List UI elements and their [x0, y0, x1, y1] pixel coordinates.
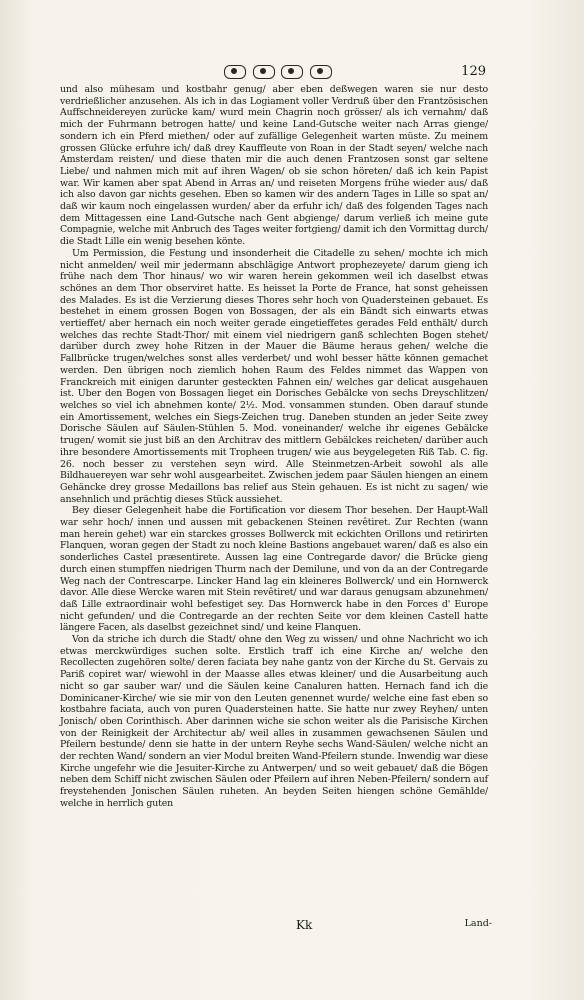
signature-mark: Kk — [296, 918, 313, 932]
ornament-flourish-icon — [281, 65, 303, 79]
paragraph: Um Permission, die Festung und insonderheit die Citadelle zu sehen/ mochte ich mich nicht anmelden/ weil mir jedermann abschlägige Antwort prophezeyete/ darum gieng ich frühe nach dem Thor hinaus/ wo wir waren herein gekommen weil ich daselbst etwas schönes an dem Thor observiret hatte. Es heisset la Porte de France, hat sonst geheissen des Malades. Es ist die Verzierung dieses Thores sehr hoch von Quadersteinen gebauet. Es bestehet in einem grossen Bogen von Bossagen, der als ein Bändt sich einwarts etwas vertieffet/ aber hernach ein noch weiter gerade eingetieffetes gerades Feld enthält/ durch welches das rechte Stadt-Thor/ mit einem viel niedrigern ganß schlechten Bogen stehet/ darüber durch zwey hohe Ritzen in der Mauer die Bäume heraus gehen/ welche die Fallbrücke trugen/welches sonst alles verderbet/ und wohl besser hätte können gemachet werden. Den übrigen noch ziemlich hohen Raum des Feldes nimmet das Wappen von Franckreich mit einigen darunter gesteckten Fahnen ein/ welches gar delicat ausgehauen ist. Uber den Bogen von Bossagen lieget ein Dorisches Gebälcke von sechs Dreyschlitzen/ welches so viel ich abnehmen konte/ 2½. Mod. vonsammen stunden. Oben darauf stunde ein Amortissement, welches ein Siegs-Zeichen trug. Daneben stunden an jeder Seite zwey Dorische Säulen auf Säulen-Stühlen 5. Mod. voneinander/ welche ihr eigenes Gebälcke trugen/ womit sie just biß an den Architrav des mittlern Gebälckes reicheten/ darüber auch ihre besondere Amortissements mit Tropheen trugen/ wie aus beygelegeten Riß Tab. C. fig. 26. noch besser zu verstehen seyn wird. Alle Steinmetzen-Arbeit sowohl als alle Bildhauereyen war sehr wohl ausgearbeitet. Zwischen jedem paar Säulen hiengen an einem Gehäncke drey grosse Medaillons bas relief aus Stein gehauen. Es ist nicht zu sagen/ wie ansehnlich und prächtig dieses Stück aussiehet. — [60, 247, 488, 505]
ornament-flourish-icon — [253, 65, 275, 79]
paragraph: und also mühesam und kostbahr genug/ aber eben deßwegen waren sie nur desto verdrießlicher anzusehen. Als ich in das Logiament voller Verdruß über den Frantzösischen Auffschneidereyen zurücke kam/ wurd mein Chagrin noch grösser/ als ich vernahm/ daß mich der Fuhrmann betrogen hatte/ und keine Land-Gutsche weiter nach Arras gienge/ sondern ich ein Pferd miethen/ oder auf zufällige Gelegenheit warten müste. Zu meinem grossen Glücke erfuhre ich/ daß drey Kauffleute von Roan in der Stadt seyen/ welche nach Amsterdam reisten/ und diese thaten mir die auch denen Frantzosen sonst gar seltene Liebe/ und nahmen mich mit auf ihren Wagen/ ob sie schon höreten/ daß ich kein Papist war. Wir kamen aber spat Abend in Arras an/ und reiseten Morgens frühe wieder aus/ daß ich also davon gar nichts gesehen. Eben so kamen wir des andern Tages in Lille so spat an/ daß wir kaum noch eingelassen wurden/ aber da erfuhr ich/ daß des folgenden Tages nach dem Mittagessen eine Land-Gutsche nach Gent abgienge/ darum verließ ich meine gute Compagnie, welche mit Anbruch des Tages weiter fortgieng/ damit ich den Vormittag durch/ die Stadt Lille ein wenig besehen könte. — [60, 84, 488, 248]
ornament-flourish-icon — [224, 65, 246, 79]
paragraph: Von da striche ich durch die Stadt/ ohne den Weg zu wissen/ und ohne Nachricht wo ich etwas merckwürdiges suchen solte. Erstlich traff ich eine Kirche an/ welche den Recollecten zugehören solte/ deren faciata bey nahe gantz von der Kirche du St. Gervais zu Pariß copiret war/ wiewohl in der Maasse alles etwas kleiner/ und die Ausarbeitung auch nicht so gar sauber war/ und die Säulen keine Canaluren hatten. Hernach fand ich die Dominicaner-Kirche/ wie sie mir von den Leuten genennet wurde/ welche eine fast eben so kostbahre faciata, auch von puren Quadersteinen hatte. Sie hatte nur zwey Reyhen/ unten Jonisch/ oben Corinthisch. Aber darinnen wiche sie schon weiter als die Parisische Kirchen von der Reinigkeit der Architectur ab/ weil alles in zusammen gewachsenen Säulen und Pfeilern bestunde/ denn sie hatte in der untern Reyhe sechs Wand-Säulen/ welche nicht an der rechten Wand/ sondern an vier Modul breiten Wand-Pfeilern stunde. Inwendig war diese Kirche ungefehr wie die Jesuiter-Kirche zu Antwerpen/ und so weit gebauet/ daß die Bögen neben dem Schiff nicht zwischen Säulen oder Pfeilern auf ihren Neben-Pfeilern/ sondern auf freystehenden Jonischen Säulen ruheten. An beyden Seiten hiengen schöne Gemählde/ welche in herrlich guten — [60, 634, 488, 809]
body-text — [60, 84, 488, 810]
ornament-flourish-icon — [310, 65, 332, 79]
paragraph: Bey dieser Gelegenheit habe die Fortification vor diesem Thor besehen. Der Haupt-Wall war sehr hoch/ innen und aussen mit gebackenen Steinen revêtiret. Zur Rechten (wann man herein gehet) war ein starckes grosses Bollwerck mit eckichten Orillons und retirirten Flanquen, woran gegen der Stadt zu noch kleine Bastions angebauet waren/ daß es also ein sonderliches Castel præsentirete. Aussen lag eine Contregarde davor/ die Brücke gieng durch einen stumpffen niedrigen Thurm nach der Demilune, und von da an der Contregarde Weg nach der Contrescarpe. Lincker Hand lag ein kleineres Bollwerck/ und ein Hornwerck davor. Alle diese Wercke waren mit Stein revêtiret/ und war daraus genugsam abzunehmen/ daß Lille extraordinair wohl befestiget sey. Das Hornwerck habe in den Forces d' Europe nicht gefunden/ und die Contregarde an der rechten Seite vor dem kleinen Castell hatte längere Facen, als daselbst gezeichnet sind/ und keine Flanquen. — [60, 505, 488, 634]
catchword: Land- — [464, 918, 492, 929]
page-number: 129 — [461, 64, 486, 79]
header-ornament — [224, 64, 332, 80]
